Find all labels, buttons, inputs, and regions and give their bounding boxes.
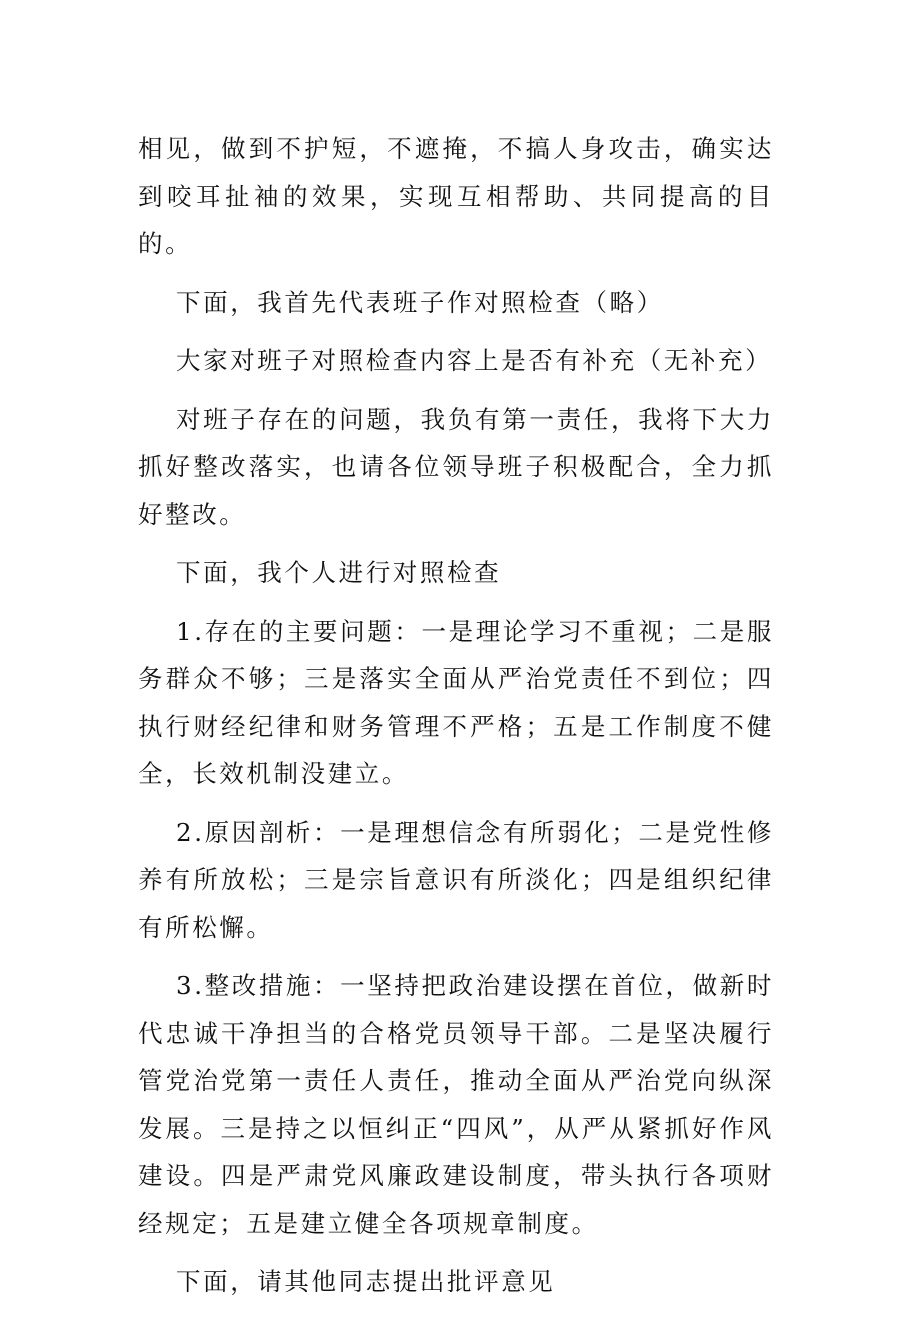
- paragraph-6: 1.存在的主要问题：一是理论学习不重视；二是服务群众不够；三是落实全面从严治党责任不到位；四执行财经纪律和财务管理不严格；五是工作制度不健全，长效机制没建立。: [138, 616, 774, 788]
- paragraph-1: 相见，做到不护短，不遮掩，不搞人身攻击，确实达到咬耳扯袖的效果，实现互相帮助、共同提高的目的。: [138, 134, 774, 258]
- paragraph-4: 对班子存在的问题，我负有第一责任，我将下大力抓好整改落实，也请各位领导班子积极配合，全力抓好整改。: [138, 404, 774, 529]
- paragraph-9: 下面，请其他同志提出批评意见: [176, 1267, 556, 1296]
- paragraph-7: 2.原因剖析：一是理想信念有所弱化；二是党性修养有所放松；三是宗旨意识有所淡化；四是组织纪律有所松懈。: [138, 817, 774, 942]
- document-body: [138, 125, 774, 1317]
- paragraph-2: 下面，我首先代表班子作对照检查（略）: [176, 287, 664, 317]
- paragraph-5: 下面，我个人进行对照检查: [176, 558, 502, 587]
- paragraph-3: 大家对班子对照检查内容上是否有补充（无补充）: [176, 346, 773, 375]
- paragraph-8: 3.整改措施：一坚持把政治建设摆在首位，做新时代忠诚干净担当的合格党员领导干部。二是坚决履行管党治党第一责任人责任，推动全面从严治党向纵深发展。三是持之以恒纠正“四风”，从严从紧抓好作风建设。四是严肃党风廉政建设制度，带头执行各项财经规定；五是建立健全各项规章制度。: [138, 971, 774, 1238]
